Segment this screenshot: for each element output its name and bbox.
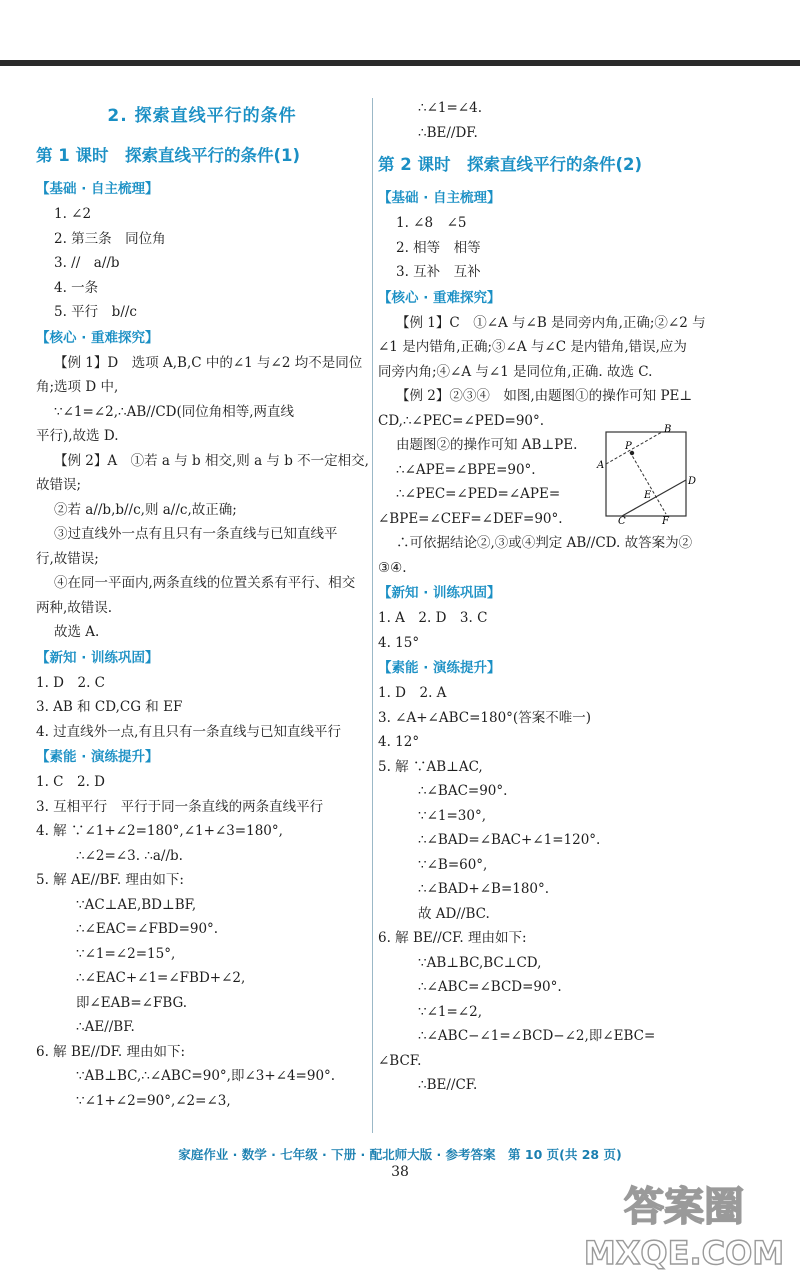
answer-line: 2. 相等 相等 xyxy=(396,239,481,256)
answer-line: 1. C 2. D xyxy=(36,774,105,790)
answer-line: ②若 a//b,b//c,则 a//c,故正确; xyxy=(54,501,237,518)
section-tag: 【新知 · 训练巩固】 xyxy=(378,585,501,601)
page-number: 38 xyxy=(391,1164,409,1180)
answer-line: ∵∠1+∠2=90°,∠2=∠3, xyxy=(76,1092,231,1109)
answer-line: ∴∠APE=∠BPE=90°. xyxy=(396,461,536,478)
answer-line: ∵∠1=∠2=15°, xyxy=(76,945,176,962)
answer-line: ∴∠EAC+∠1=∠FBD+∠2, xyxy=(76,970,246,986)
section-tag: 【新知 · 训练巩固】 xyxy=(36,649,159,666)
answer-line: 平行),故选 D. xyxy=(36,428,119,444)
answer-line: ∴∠2=∠3. ∴a//b. xyxy=(76,847,183,864)
answer-line: 1. D 2. C xyxy=(36,674,105,691)
answer-line: 3. // a//b xyxy=(54,255,120,271)
answer-line: ∴∠PEC=∠PED=∠APE= xyxy=(396,486,561,502)
answer-line: ∠BPE=∠CEF=∠DEF=90°. xyxy=(378,510,563,527)
answer-line: ∠1 是内错角,正确;③∠A 与∠C 是内错角,错误,应为 xyxy=(378,339,687,355)
answer-line: 3. ∠A+∠ABC=180°(答案不唯一) xyxy=(378,709,591,726)
section-tag: 【素能 · 演练提升】 xyxy=(378,660,501,676)
answer-line: ∵∠B=60°, xyxy=(418,856,488,873)
line-pe xyxy=(630,452,666,514)
lesson-heading: 第 2 课时 探索直线平行的条件(2) xyxy=(378,155,643,174)
answer-line: ∵∠1=∠2, xyxy=(418,1003,482,1020)
geometry-figure xyxy=(597,424,697,527)
line-cd xyxy=(622,480,686,516)
watermark-logo xyxy=(584,1178,784,1270)
label-f: F xyxy=(662,516,669,527)
section-title: 2. 探索直线平行的条件 xyxy=(107,106,297,126)
answer-line: 【例 1】D 选项 A,B,C 中的∠1 与∠2 均不是同位 xyxy=(54,354,363,371)
paper-rect xyxy=(606,432,686,516)
answer-line: 故错误; xyxy=(36,477,82,493)
line-ab xyxy=(606,432,662,464)
answer-line: ∴∠ABC−∠1=∠BCD−∠2,即∠EBC= xyxy=(418,1028,656,1044)
answer-line: 行,故错误; xyxy=(36,550,99,567)
answer-line: ∴∠BAD=∠BAC+∠1=120°. xyxy=(418,832,601,848)
answer-line: ∵AC⊥AE,BD⊥BF, xyxy=(76,896,197,913)
answer-line: ∴BE//DF. xyxy=(418,124,478,141)
answer-line: ∴可依据结论②,③或④判定 AB//CD. 故答案为② xyxy=(396,535,693,551)
answer-line: ∵AB⊥BC,BC⊥CD, xyxy=(418,954,542,971)
label-d: D xyxy=(688,476,697,487)
answer-line: 即∠EAB=∠FBG. xyxy=(76,994,188,1011)
section-tag: 【基础 · 自主梳理】 xyxy=(378,190,501,206)
label-a: A xyxy=(597,460,605,471)
section-tag: 【基础 · 自主梳理】 xyxy=(36,181,159,197)
label-e: E xyxy=(644,490,652,501)
answer-line: 角;选项 D 中, xyxy=(36,379,119,395)
answer-line: 4. 15° xyxy=(378,634,420,651)
lesson-heading: 第 1 课时 探索直线平行的条件(1) xyxy=(36,146,301,165)
answer-line: ∵∠1=∠2,∴AB//CD(同位角相等,两直线 xyxy=(54,403,295,420)
answer-line: 由题图②的操作可知 AB⊥PE. xyxy=(396,437,578,453)
answer-line: ④在同一平面内,两条直线的位置关系有平行、相交 xyxy=(54,575,356,591)
label-p: P xyxy=(625,441,632,452)
answer-line: ∴∠1=∠4. xyxy=(418,100,482,116)
answer-line: 【例 2】②③④ 如图,由题图①的操作可知 PE⊥ xyxy=(396,388,693,404)
answer-line: 3. AB 和 CD,CG 和 EF xyxy=(36,699,183,715)
answer-line: 6. 解 BE//DF. 理由如下: xyxy=(36,1043,186,1060)
answer-line: 故 AD//BC. xyxy=(418,905,490,922)
answer-line: ∴∠EAC=∠FBD=90°. xyxy=(76,921,219,937)
answer-line: 故选 A. xyxy=(54,624,100,640)
answer-line: ∴BE//CF. xyxy=(418,1077,478,1093)
answer-line: ∴∠ABC=∠BCD=90°. xyxy=(418,979,562,995)
answer-line: 1. ∠2 xyxy=(54,206,92,222)
label-b: B xyxy=(664,424,672,435)
answer-line: 1. D 2. A xyxy=(378,685,447,701)
answer-line: 5. 解 ∵AB⊥AC, xyxy=(378,758,483,775)
answer-line: ∵AB⊥BC,∴∠ABC=90°,即∠3+∠4=90°. xyxy=(76,1068,336,1084)
answer-line: 3. 互补 互补 xyxy=(396,264,481,280)
answer-line: 5. 平行 b//c xyxy=(54,304,137,320)
answer-line: ∴AE//BF. xyxy=(76,1019,135,1035)
watermark-line1: 答案圈 xyxy=(624,1184,744,1230)
answer-line: ③过直线外一点有且只有一条直线与已知直线平 xyxy=(54,526,338,542)
answer-line: 【例 1】C ①∠A 与∠B 是同旁内角,正确;②∠2 与 xyxy=(396,314,706,331)
answer-line: ∴∠BAC=90°. xyxy=(418,783,508,799)
answer-line: 4. 一条 xyxy=(54,279,99,296)
watermark-line2: MXQE.COM xyxy=(583,1234,785,1272)
answer-line: 【例 2】A ①若 a 与 b 相交,则 a 与 b 不一定相交, xyxy=(54,452,369,469)
answer-line: ∵∠1=30°, xyxy=(418,807,487,824)
section-tag: 【核心 · 重难探究】 xyxy=(36,329,159,346)
answer-line: 4. 12° xyxy=(378,734,420,750)
left-column xyxy=(36,96,368,1113)
answer-line: 4. 解 ∵∠1+∠2=180°,∠1+∠3=180°, xyxy=(36,823,283,839)
answer-line: 同旁内角;④∠A 与∠1 是同位角,正确. 故选 C. xyxy=(378,363,653,380)
section-tag: 【素能 · 演练提升】 xyxy=(36,749,159,765)
answer-line: 3. 互相平行 平行于同一条直线的两条直线平行 xyxy=(36,798,324,815)
answer-line: CD,∴∠PEC=∠PED=90°. xyxy=(378,412,545,429)
label-c: C xyxy=(618,516,626,527)
answer-line: 两种,故错误. xyxy=(36,599,113,616)
column-divider xyxy=(372,98,373,1133)
answer-line: 4. 过直线外一点,有且只有一条直线与已知直线平行 xyxy=(36,723,341,740)
answer-line: ③④. xyxy=(378,559,407,576)
answer-line: 1. ∠8 ∠5 xyxy=(396,215,467,231)
answer-line: ∴∠BAD+∠B=180°. xyxy=(418,881,550,897)
answer-line: 2. 第三条 同位角 xyxy=(54,230,166,247)
answer-line: ∠BCF. xyxy=(378,1052,422,1069)
answer-line: 1. A 2. D 3. C xyxy=(378,610,488,626)
section-tag: 【核心 · 重难探究】 xyxy=(378,289,501,306)
right-column xyxy=(378,96,770,1098)
top-rule xyxy=(0,60,800,66)
answer-line: 5. 解 AE//BF. 理由如下: xyxy=(36,872,184,888)
page-footer: 家庭作业 · 数学 · 七年级 · 下册 · 配北师大版 · 参考答案 第 10 页(共 28 页) xyxy=(178,1147,622,1162)
answer-line: 6. 解 BE//CF. 理由如下: xyxy=(378,930,527,946)
